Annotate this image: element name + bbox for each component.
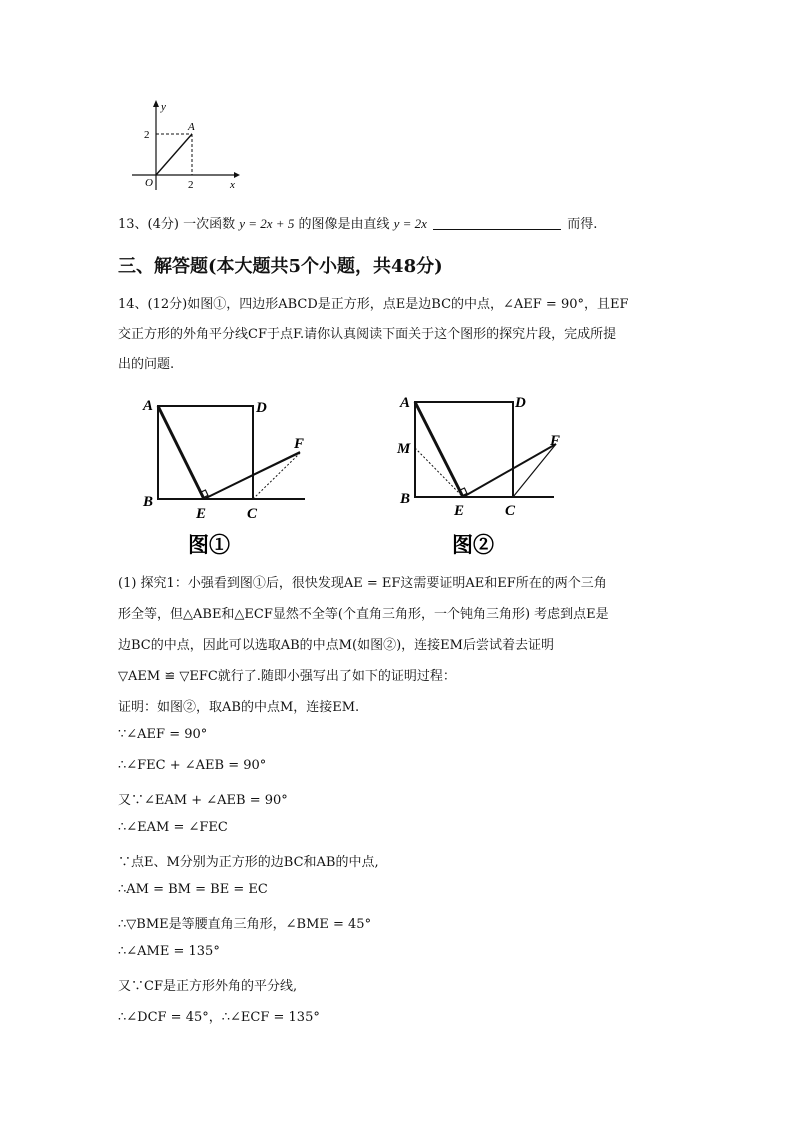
figure-1 [140,392,320,564]
question-13 [118,213,597,232]
proof-line: 证明：如图②，取AB的中点M，连接EM. [118,700,360,715]
q13-expr2: y = 2x [393,216,427,231]
segment-ae [158,406,204,499]
section-title: 三、解答题(本大题共5个小题，共48分) [118,256,443,277]
q13-suffix: 而得. [567,217,598,232]
segment-em-dashed [415,448,463,497]
q14-line3: 出的问题. [118,357,175,372]
label-e: E [196,506,207,522]
y-axis-label: y [161,101,166,113]
explore-line4: ▽AEM ≌ ▽EFC就行了.随即小强写出了如下的证明过程： [118,669,456,684]
x-axis-label: x [230,179,235,191]
proof-line: ∴∠FEC + ∠AEB = 90° [118,758,267,773]
figure-2-caption: 图② [452,533,494,557]
label-d: D [515,395,526,411]
figure-2 [384,388,570,563]
square-abcd [415,402,513,497]
proof-line: ∴▽BME是等腰直角三角形，∠BME = 45° [118,917,372,932]
explore-line2: 形全等，但△ABE和△ECF显然不全等(个直角三角形，一个钝角三角形) 考虑到点E是 [118,607,609,622]
label-f: F [294,436,305,452]
x-axis-arrow [234,172,240,178]
figure-1-caption: 图① [188,533,230,557]
y-tick-label: 2 [144,129,150,141]
q14-line1: 14、(12分)如图①，四边形ABCD是正方形，点E是边BC的中点，∠AEF = 90°，且EF [118,297,629,312]
q13-prefix: 13、(4分) 一次函数 [118,217,236,232]
proof-line: ∴∠EAM = ∠FEC [118,820,228,835]
coordinate-graph [128,98,248,193]
segment-ae [415,402,463,497]
proof-line: ∴∠AME = 135° [118,944,220,959]
label-a: A [400,395,411,411]
y-axis-arrow [153,100,159,107]
label-b: B [400,491,411,507]
segment-cf [513,444,556,497]
q13-answer-blank [433,215,561,230]
proof-line: 又∵∠EAM + ∠AEB = 90° [118,793,288,808]
q13-mid: 的图像是由直线 [298,217,390,232]
proof-line: ∵点E、M分别为正方形的边BC和AB的中点, [118,855,379,870]
q13-expr1: y = 2x + 5 [239,216,295,231]
proof-line: 又∵CF是正方形外角的平分线, [118,979,298,994]
origin-label: O [145,177,153,189]
proof-line: ∴∠DCF = 45°，∴∠ECF = 135° [118,1010,320,1025]
q14-line2: 交正方形的外角平分线CF于点F.请你认真阅读下面关于这个图形的探究片段，完成所提 [118,327,617,342]
explore-line3: 边BC的中点，因此可以选取AB的中点M(如图②)，连接EM后尝试着去证明 [118,638,554,653]
label-m: M [397,441,411,457]
square-abcd [158,406,253,499]
x-tick-label: 2 [188,179,194,191]
proof-line: ∴AM = BM = BE = EC [118,882,268,897]
label-c: C [247,506,258,522]
label-a: A [143,398,154,414]
proof-line: ∵∠AEF = 90° [118,727,208,742]
segment-cf-dashed [253,453,300,499]
label-e: E [454,503,465,519]
segment-ef [463,444,556,497]
label-b: B [143,494,154,510]
point-a-label: A [188,121,195,133]
label-d: D [256,400,267,416]
segment-OA [156,134,192,175]
label-f: F [550,433,561,449]
label-c: C [505,503,516,519]
explore-line1: (1) 探究1：小强看到图①后，很快发现AE = EF这需要证明AE和EF所在的两个三角 [118,576,607,591]
